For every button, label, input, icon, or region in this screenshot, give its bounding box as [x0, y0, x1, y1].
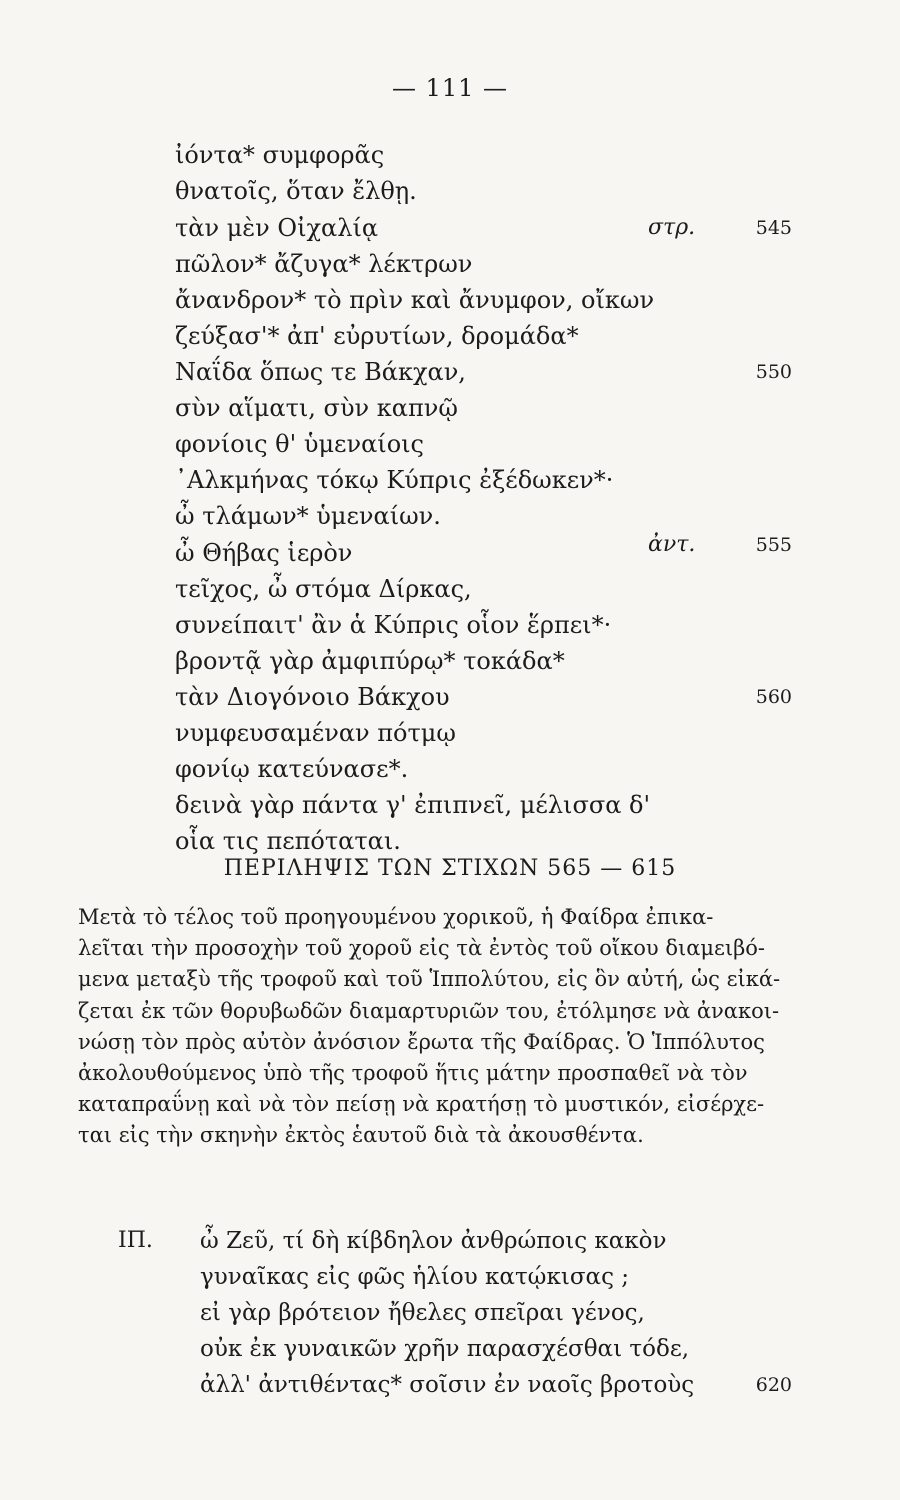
- verse-line: τὰν μὲν Οἰχαλίᾳ: [175, 214, 379, 242]
- dialogue-line: ὦ Ζεῦ, τί δὴ κίβδηλον ἀνθρώποις κακὸν: [200, 1228, 667, 1254]
- verse-line: δεινὰ γὰρ πάντα γ' ἐπιπνεῖ, μέλισσα δ': [175, 791, 651, 819]
- verse-line: συνείπαιτ' ἂν ἁ Κύπρις οἷον ἕρπει*·: [175, 611, 612, 639]
- verse-line: ζεύξασ'* ἀπ' εὐρυτίων, δρομάδα*: [175, 322, 579, 350]
- section-heading: ΠΕΡΙΛΗΨΙΣ ΤΩΝ ΣΤΙΧΩΝ 565 — 615: [223, 856, 677, 881]
- dialogue-line: οὐκ ἐκ γυναικῶν χρῆν παρασχέσθαι τόδε,: [200, 1336, 690, 1362]
- verse-line: τεῖχος, ὦ στόμα Δίρκας,: [175, 575, 472, 603]
- line-number: 550: [755, 361, 792, 383]
- verse-line: φονίοις θ' ὑμεναίοις: [175, 430, 424, 458]
- verse-line: ὦ Θήβας ἱερὸν: [175, 539, 353, 567]
- page-number: — 111 —: [391, 74, 509, 102]
- verse-line: ᾽Αλκμήνας τόκῳ Κύπρις ἐξέδωκεν*·: [175, 466, 614, 494]
- verse-line: νυμφευσαμέναν πότμῳ: [175, 719, 456, 747]
- line-number: 555: [755, 534, 792, 556]
- verse-line: ὦ τλάμων* ὑμεναίων.: [175, 502, 441, 530]
- line-number: 620: [755, 1374, 792, 1396]
- verse-line: τὰν Διογόνοιο Βάκχου: [175, 683, 450, 711]
- summary-line: Μετὰ τὸ τέλος τοῦ προηγουμένου χορικοῦ, ἡ Φαίδρα ἐπικα-: [78, 905, 714, 929]
- verse-line: ἰόντα* συμφορᾶς: [175, 141, 385, 169]
- line-number: 560: [755, 686, 792, 708]
- summary-line: ται εἰς τὴν σκηνὴν ἐκτὸς ἑαυτοῦ διὰ τὰ ἀκουσθέντα.: [78, 1123, 644, 1148]
- dialogue-line: εἰ γὰρ βρότειον ἤθελες σπεῖραι γένος,: [200, 1300, 645, 1326]
- summary-line: νώσῃ τὸν πρὸς αὐτὸν ἀνόσιον ἔρωτα τῆς Φαίδρας. Ὁ Ἱππόλυτος: [78, 1029, 765, 1054]
- speaker-label: ΙΠ.: [118, 1228, 153, 1253]
- verse-line: βροντᾷ γὰρ ἀμφιπύρῳ* τοκάδα*: [175, 647, 565, 675]
- verse-line: σὺν αἵματι, σὺν καπνῷ: [175, 394, 458, 422]
- verse-line: πῶλον* ἄζυγα* λέκτρων: [175, 250, 473, 278]
- verse-line: ἄνανδρον* τὸ πρὶν καὶ ἄνυμφον, οἴκων: [175, 286, 655, 314]
- summary-line: ζεται ἐκ τῶν θορυβωδῶν διαμαρτυριῶν του, ἐτόλμησε νὰ ἀνακοι-: [78, 998, 780, 1023]
- summary-paragraph: [78, 902, 808, 1152]
- summary-line: καταπραΰνῃ καὶ νὰ τὸν πείσῃ νὰ κρατήσῃ τὸ μυστικόν, εἰσέρχε-: [78, 1092, 765, 1117]
- summary-line: μενα μεταξὺ τῆς τροφοῦ καὶ τοῦ Ἱππολύτου, εἰς ὃν αὐτή, ὡς εἰκά-: [78, 967, 781, 992]
- antistrophe-mark: ἀντ.: [648, 532, 696, 557]
- dialogue-line: ἀλλ' ἀντιθέντας* σοῖσιν ἐν ναοῖς βροτοὺς: [200, 1372, 695, 1398]
- line-number: 545: [755, 217, 792, 239]
- dialogue-line: γυναῖκας εἰς φῶς ἡλίου κατῴκισας ;: [200, 1264, 630, 1290]
- verse-line: φονίῳ κατεύνασε*.: [175, 755, 409, 783]
- verse-line: θνατοῖς, ὅταν ἔλθῃ.: [175, 177, 417, 205]
- verse-line: οἷα τις πεπόταται.: [175, 827, 401, 855]
- summary-line: λεῖται τὴν προσοχὴν τοῦ χοροῦ εἰς τὰ ἐντὸς τοῦ οἴκου διαμειβό-: [78, 936, 766, 961]
- verse-line: Ναΐδα ὅπως τε Βάκχαν,: [175, 358, 466, 386]
- strophe-mark: στρ.: [648, 215, 696, 240]
- summary-line: ἀκολουθούμενος ὑπὸ τῆς τροφοῦ ἥτις μάτην προσπαθεῖ νὰ τὸν: [78, 1061, 748, 1086]
